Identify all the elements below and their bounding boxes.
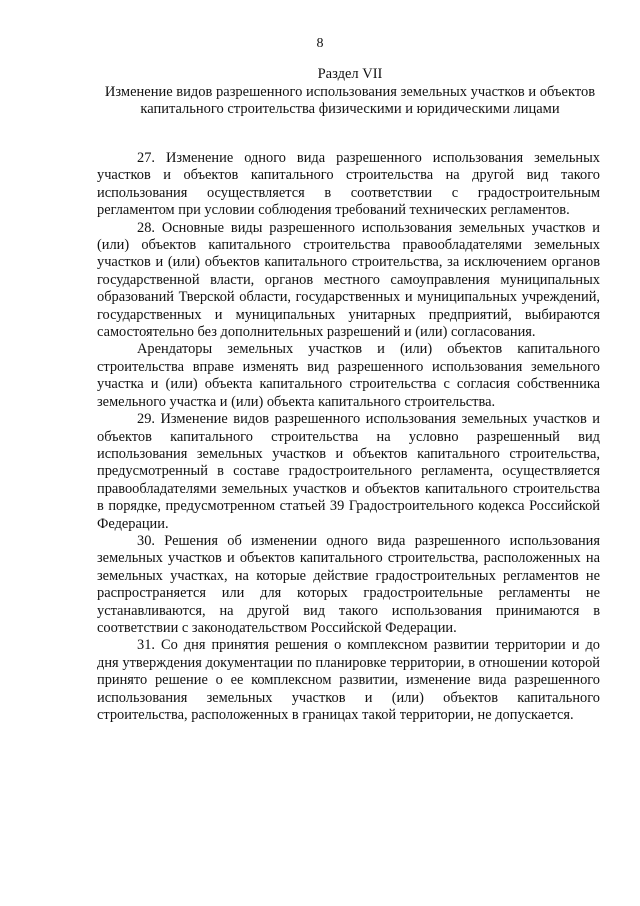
paragraph-29: 29. Изменение видов разрешенного использования земельных участков и объектов капитального строительства на условно разрешенный вид использования земельных участков и объектов капитального строительства, предусмотренный в составе градостроительного регламента, осуществляется правообладателями земельных участков и объектов капитального строительства в порядке, предусмотренном статьей 39 Градостроительного кодекса Российской Федерации.: [97, 411, 600, 532]
section-header: [100, 66, 600, 118]
paragraph-28-tenants: Арендаторы земельных участков и (или) объектов капитального строительства вправе изменять вид разрешенного использования земельного участка и (или) объекта капитального строительства с согласия собственника земельного участка и (или) объекта капитального строительства.: [97, 341, 600, 410]
section-title: Изменение видов разрешенного использования земельных участков и объектов капитального строительства физическими и юридическими лицами: [104, 84, 596, 117]
paragraph-28: 28. Основные виды разрешенного использования земельных участков и (или) объектов капитального строительства правообладателями земельных участков и (или) объектов капитального строительства, за исключением органов государственной власти, органов местного самоуправления муниципальных образований Тверской области, государственных и муниципальных учреждений, государственных и муниципальных унитарных предприятий, выбираются самостоятельно без дополнительных разрешений и (или) согласования.: [97, 219, 600, 341]
paragraph-31: 31. Со дня принятия решения о комплексном развитии территории и до дня утверждения документации по планировке территории, в отношении которой принято решение о ее комплексном развитии, изменение вида разрешенного использования земельных участков и (или) объектов капитального строительства, расположенных в границах такой территории, не допускается.: [97, 637, 600, 723]
section-label: Раздел VII: [317, 66, 383, 82]
document-body: [97, 150, 600, 724]
paragraph-27: 27. Изменение одного вида разрешенного использования земельных участков и объектов капитального строительства на другой вид такого использования осуществляется в соответствии с градостроительным регламентом при условии соблюдения требований технических регламентов.: [97, 150, 600, 219]
paragraph-30: 30. Решения об изменении одного вида разрешенного использования земельных участков и объектов капитального строительства, расположенных на земельных участках, на которые действие градостроительных регламентов не распространяется или для которых градостроительные регламенты не устанавливаются, на другой вид такого использования принимаются в соответствии с законодательством Российской Федерации.: [97, 532, 600, 636]
page-number: 8: [316, 36, 324, 51]
